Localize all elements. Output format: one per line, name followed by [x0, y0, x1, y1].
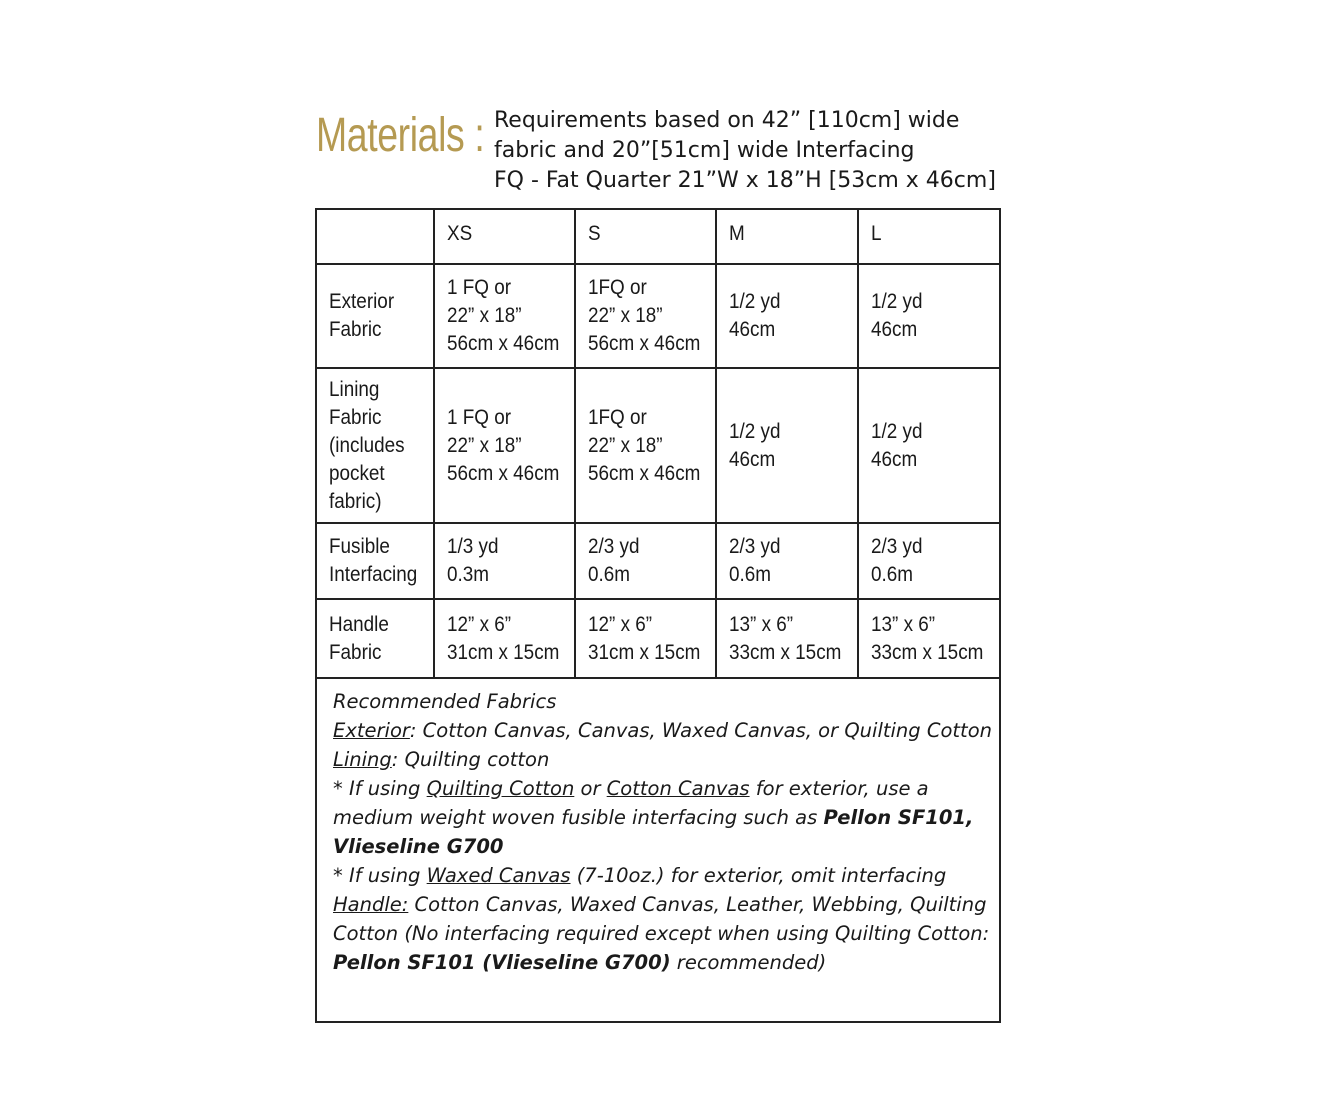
row-label: Handle Fabric — [316, 599, 434, 678]
table-cell: 1FQ or 22” x 18” 56cm x 46cm — [575, 368, 716, 523]
header-cell-s: S — [575, 209, 716, 264]
table-cell: 1/2 yd 46cm — [858, 264, 1000, 368]
notes-heading: Recommended Fabrics — [333, 690, 557, 713]
notes-waxed-canvas: * If using Waxed Canvas (7-10oz.) for exterior, omit interfacing — [333, 864, 947, 887]
table-cell: 12” x 6” 31cm x 15cm — [434, 599, 575, 678]
table-row-notes — [316, 678, 1000, 1022]
header-cell-l: L — [858, 209, 1000, 264]
requirements-line: fabric and 20”[51cm] wide Interfacing — [494, 138, 915, 163]
table-cell: 13” x 6” 33cm x 15cm — [858, 599, 1000, 678]
header-cell-empty — [316, 209, 434, 264]
table-cell: 2/3 yd 0.6m — [575, 523, 716, 599]
recommended-fabrics-notes — [316, 678, 1000, 1022]
notes-interfacing-2: medium weight woven fusible interfacing such as Pellon SF101, — [333, 806, 974, 829]
row-label: Lining Fabric (includes pocket fabric) — [316, 368, 434, 523]
header-cell-m: M — [716, 209, 858, 264]
table-row-lining-fabric — [316, 368, 1000, 523]
table-cell: 1 FQ or 22” x 18” 56cm x 46cm — [434, 264, 575, 368]
table-cell: 1/2 yd 46cm — [716, 368, 858, 523]
table-cell: 1 FQ or 22” x 18” 56cm x 46cm — [434, 368, 575, 523]
table-cell: 2/3 yd 0.6m — [858, 523, 1000, 599]
table-cell: 1/2 yd 46cm — [858, 368, 1000, 523]
notes-interfacing-3: Vlieseline G700 — [333, 835, 504, 858]
materials-header — [316, 104, 1016, 204]
notes-lining: Lining: Quilting cotton — [333, 748, 550, 771]
row-label: Fusible Interfacing — [316, 523, 434, 599]
notes-exterior: Exterior: Cotton Canvas, Canvas, Waxed Canvas, or Quilting Cotton — [333, 719, 992, 742]
header-cell-xs: XS — [434, 209, 575, 264]
table-cell: 1/2 yd 46cm — [716, 264, 858, 368]
materials-table — [315, 208, 1001, 1023]
requirements-line: FQ - Fat Quarter 21”W x 18”H [53cm x 46cm] — [494, 168, 996, 193]
materials-title: Materials : — [316, 109, 485, 162]
table-cell: 12” x 6” 31cm x 15cm — [575, 599, 716, 678]
table-cell: 1/3 yd 0.3m — [434, 523, 575, 599]
requirements-text — [494, 106, 996, 196]
notes-interfacing-1: * If using Quilting Cotton or Cotton Canvas for exterior, use a — [333, 777, 929, 800]
row-label: Exterior Fabric — [316, 264, 434, 368]
notes-handle-3: Pellon SF101 (Vlieseline G700) recommended) — [333, 951, 827, 974]
notes-handle-1: Handle: Cotton Canvas, Waxed Canvas, Leather, Webbing, Quilting — [333, 893, 987, 916]
table-row-exterior-fabric — [316, 264, 1000, 368]
notes-handle-2: Cotton (No interfacing required except when using Quilting Cotton: — [333, 922, 990, 945]
table-row-handle-fabric — [316, 599, 1000, 678]
table-cell: 1FQ or 22” x 18” 56cm x 46cm — [575, 264, 716, 368]
table-cell: 2/3 yd 0.6m — [716, 523, 858, 599]
table-header-row — [316, 209, 1000, 264]
table-cell: 13” x 6” 33cm x 15cm — [716, 599, 858, 678]
requirements-line: Requirements based on 42” [110cm] wide — [494, 108, 960, 133]
table-row-fusible-interfacing — [316, 523, 1000, 599]
